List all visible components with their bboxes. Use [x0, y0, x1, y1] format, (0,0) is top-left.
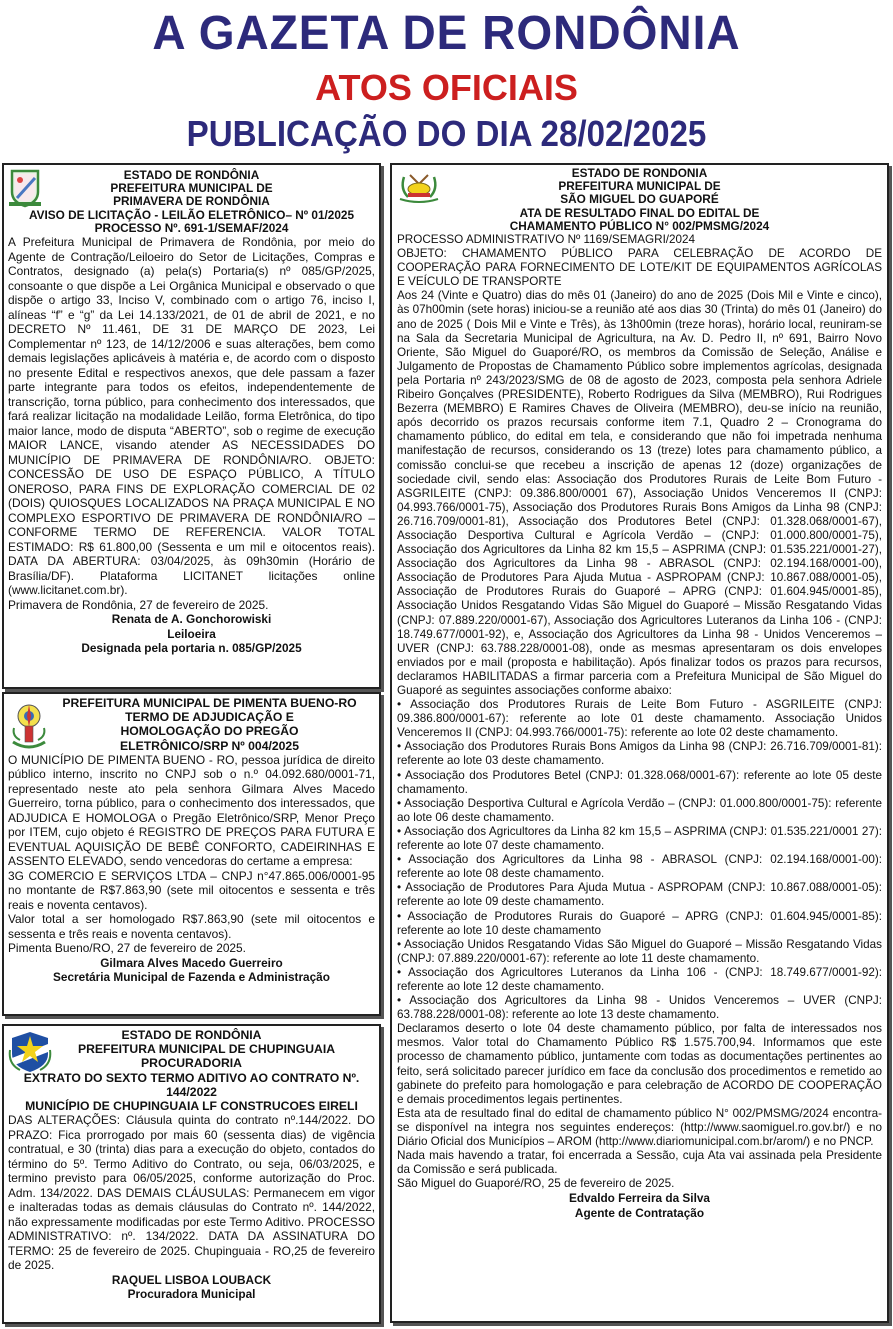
- header-line: ATA DE RESULTADO FINAL DO EDITAL DE: [519, 205, 760, 220]
- signer-name: Renata de A. Gonchorowiski: [111, 612, 272, 627]
- header-line: ESTADO DE RONDÔNIA: [123, 168, 260, 182]
- notice-body: [397, 233, 882, 1191]
- award-item: • Associação dos Agricultores da Linha 82 km 15,5 – ASPRIMA (CNPJ: 01.535.221/0001 27): referente ao lote 07 deste chamamento.: [397, 824, 882, 853]
- header-line: PROCESSO Nº. 691-1/SEMAF/2024: [94, 220, 289, 235]
- municipal-coat-of-arms-icon: [8, 1030, 52, 1074]
- header-line: PREFEITURA MUNICIPAL DE PIMENTA BUENO-RO: [62, 696, 357, 710]
- signature-block: [8, 956, 375, 985]
- header-line: EXTRATO DO SEXTO TERMO ADITIVO AO CONTRATO Nº. 144/2022: [23, 1070, 360, 1099]
- header-line: ELETRÔNICO/SRP Nº 004/2025: [120, 738, 299, 753]
- awards-list: [397, 698, 882, 1022]
- process-number: PROCESSO ADMINISTRATIVO Nº 1169/SEMAGRI/2024: [397, 233, 696, 247]
- header-line: HOMOLOGAÇÃO DO PREGÃO: [120, 724, 299, 739]
- notice-header: [8, 1028, 375, 1113]
- notice-body: [8, 235, 375, 612]
- award-item: • Associação dos Produtores Rurais Bons Amigos da Linha 98 (CNPJ: 26.716.709/0001-81): referente ao lote 03 deste chamamento.: [397, 740, 882, 768]
- municipal-coat-of-arms-icon: [398, 169, 440, 203]
- header-line: AVISO DE LICITAÇÃO - LEILÃO ELETRÔNICO– Nº 01/2025: [28, 207, 355, 222]
- newspaper-title: A GAZETA DE RONDÔNIA: [152, 4, 741, 60]
- section-title: ATOS OFICIAIS: [315, 67, 578, 108]
- award-item: • Associação dos Agricultores da Linha 98 - Unidos Venceremos – UVER (CNPJ: 63.788.228/0001-08): referente ao lote 13 deste chamamento.: [397, 994, 882, 1022]
- award-item: • Associação de Produtores Para Ajuda Mutua - ASPROPAM (CNPJ: 10.867.088/0001-05): referente ao lote 09 deste chamamento.: [397, 881, 882, 909]
- notice-header: [397, 167, 882, 233]
- body-text: A Prefeitura Municipal de Primavera de Rondônia, por meio do Agente de Contração/Leiloeiro do Setor de Licitações, Compras e Contratos, designado (a) pela(s) Portaria(s) nº 085/GP/2025, consoante o que dispõe a Lei Orgânica Municipal e observado o que dispõe o artigo 33, Inciso V, combinado com o artigo 76, inciso I, alíneas “f” e “g” da Lei 14.133/2021, de 01 de abril de 2021, e no DECRETO Nº 11.461, DE 31 DE MARÇO DE 2023, Lei Complementar nº 123, de 14/12/2006 e suas alterações, bem como demais legislações aplicáveis à matéria e, de acordo com o disposto no presente Edital e respectivos anexos, que dele passam a fazer parte integrante para todos os efeitos, independentemente de transcrição, torna público, para conhecimento dos interessados, que fará realizar licitação na modalidade Leilão, forma Eletrônica, do tipo maior lance, modo de disputa “ABERTO”, sob o regime de execução MAIOR LANCE, visando atender AS NECESSIDADES DO MUNICÍPIO DE PRIMAVERA DE RONDÔNIA/RO. OBJETO: CONCESSÃO DE USO DE ESPAÇO PÚBLICO, A TÍTULO ONEROSO, PARA FINS DE EXPLORAÇÃO COMERCIAL DE 02 (DOIS) QUIOSQUES LOCALIZADOS NA PRAÇA MUNICIPAL E NO COMPLEXO ESPORTIVO DE PRIMAVERA DE RONDÔNIA/RO – CONFORME TERMO DE REFERENCIA. VALOR TOTAL ESTIMADO: R$ 61.800,00 (Sessenta e um mil e oitocentos reais). DATA DA ABERTURA: 03/04/2025, às 09h30min (Horário de Brasília/DF). Plataforma LICITANET licitações online (www.licitanet.com.br).: [8, 235, 375, 598]
- header-line: PREFEITURA MUNICIPAL DE: [110, 181, 273, 196]
- award-item: • Associação de Produtores Rurais do Guaporé – APRG (CNPJ: 01.604.945/0001-85): referente ao lote 10 deste chamamento: [397, 909, 882, 937]
- total-text: Valor total a ser homologado R$7.863,90 (sete mil oitocentos e sessenta e três reais e noventa centavos).: [8, 912, 375, 941]
- notice-header: [8, 696, 375, 753]
- award-item: • Associação dos Agricultores da Linha 98 - ABRASOL (CNPJ: 02.194.168/0001-00): referente ao lote 08 deste chamamento.: [397, 853, 882, 881]
- body-text: Aos 24 (Vinte e Quatro) dias do mês 01 (Janeiro) do ano de 2025 (Dois Mil e Vinte e cinco), às 07h00min (sete horas) iniciou-se a reunião até aos dias 30 (Trinta) do mês 01 (Janeiro) do ano de 2025 ( Dois Mil e Vinte e Três), às 13h00min (treze horas), horário local, reuniram-se na Sala da Secretaria Municipal de Agricultura, na Av. D. Pedro II, nº 691, Bairro Novo Oriente, São Miguel do Guaporé/RO, os membros da Comissão de Seleção, Análise e Julgamento de Propostas de Chamamento Público sobre implementos agrícolas, designada pela Portaria nº 243/2023/SMG de 08 de agosto de 2023, composta pela senhora Adriele Ribeiro Gonçalves (PRESIDENTE), Roberto Rodrigues da Silva (MEMBRO), Rui Rodrigues Bezerra (MEMBRO) E Ramires Chaves de Oliveira (MEMBRO), deu-se início na reunião, após decorrido os prazos recursais conforme item 7.1, Quadro 2 – Cronograma do chamamento público, do edital em tela, e considerando que não foi impetrada nenhuma manifestação de recursos, considerando os 13 (treze) lotes para chamamento público, a comissão conclui-se que recebeu a inscrição de apenas 12 (doze) organizações de sociedade civil, sendo elas: Associação dos Produtores Rurais de Leite Bom Futuro - ASGRILEITE (CNPJ: 09.386.800/0001 67), Associação Unidos Venceremos II (CNPJ: 04.993.766/0001-75), Associação dos Produtores Rurais Bons Amigos da Linha 98 (CNPJ: 26.716.709/0001-81), Associação dos Produtores Betel (CNPJ: 01.328.068/0001-67), Associação Desportiva Cultural e Agrícola Verdão – (CNPJ: 01.000.800/0001-75), Associação dos Agricultores da Linha 82 km 15,5 – ASPRIMA (CNPJ: 01.535.221/0001-27), Associação dos Agricultores da Linha 98 - ABRASOL (CNPJ: 02.194.168/0001-00), Associação de Produtores Para Ajuda Mutua - ASPROPAM (CNPJ: 10.867.088/0001-05), Associação de Produtores Rurais do Guaporé – APRG (CNPJ: 01.604.945/0001-85), Associação Unidos Resgatando Vidas São Miguel do Guaporé – Missão Resgatando Vidas (CNPJ: 07.889.220/0001-67), Associação dos Agricultores Luteranos da Linha 106 - (CNPJ: 18.749.677/0001-92), e, Associação dos Agricultores da Linha 98 - Unidos Venceremos – UVER (CNPJ: 63.788.228/0001-08), onde as mesmas apresentaram os dois envelopes enviados por e mail (proposta e habilitação). Após finalizar todos os prazos para recursos, declaramos HABILITADAS a firmar parceria com a Prefeitura Municipal de São Miguel do Guaporé as seguintes associações conforme abaixo:: [397, 289, 882, 698]
- header-line: MUNICÍPIO DE CHUPINGUAIA LF CONSTRUCOES EIRELI: [25, 1099, 358, 1114]
- closing-text: Declaramos deserto o lote 04 deste chamamento público, por falta de interessados nos mesmos. Valor total do Chamamento Público R$ 1.575.700,94. Informamos que este processo de chamamento público, juntamente com todas as documentações pertinentes ao feito, será solicitado parecer jurídico em face da conclusão dos procedimentos e remetido ao gabinete do prefeito para homologação e para celebração de ACORDO DE COOPERAÇÃO e demais procedimentos legais pertinentes.: [397, 1022, 882, 1106]
- signer-name: RAQUEL LISBOA LOUBACK: [111, 1272, 272, 1287]
- award-item: • Associação Unidos Resgatando Vidas São Miguel do Guaporé – Missão Resgatando Vidas (CNPJ: 07.889.220/0001-67): referente ao lote 11 deste chamamento.: [397, 937, 882, 965]
- signer-role: Agente de Contratação: [574, 1205, 705, 1220]
- award-item: • Associação Desportiva Cultural e Agrícola Verdão – (CNPJ: 01.000.800/0001-75): referente ao lote 06 deste chamamento.: [397, 796, 882, 824]
- place-date: Pimenta Bueno/RO, 27 de fevereiro de 2025.: [8, 941, 246, 956]
- signer-role: Leiloeira: [167, 626, 216, 641]
- winner-text: 3G COMERCIO E SERVIÇOS LTDA – CNPJ n°47.865.006/0001-95 no montante de R$7.863,90 (sete mil oitocentos e sessenta e três reais e noventa centavos).: [8, 868, 375, 912]
- object-text: OBJETO: CHAMAMENTO PÚBLICO PARA CELEBRAÇÃO DE ACORDO DE COOPERAÇÃO PARA FORNECIMENTO DE LOTE/KIT DE EQUIPAMENTOS AGRÍCOLAS E VEÍCULO DE TRANSPORTE: [397, 247, 882, 289]
- body-text: O MUNICÍPIO DE PIMENTA BUENO - RO, pessoa jurídica de direito público interno, inscrito no CNPJ sob o n.º 04.092.680/0001-71, representado neste ato pela senhora Gilmara Alves Macedo Guerreiro, torna público, para o conhecimento dos interessados, que ADJUDICA E HOMOLOGA o Pregão Eletrônico/SRP, Menor Preço por ITEM, cujo objeto é REGISTRO DE PREÇOS PARA FUTURA E EVENTUAL AQUISIÇÃO DE BEBÊ CONFORTO, CADEIRINHAS E ASSENTO ELEVADO, sendo vencedoras do certame a empresa:: [8, 752, 375, 869]
- signer-role: Procuradora Municipal: [127, 1287, 256, 1302]
- notice-header: [8, 169, 375, 235]
- signer-name: Edvaldo Ferreira da Silva: [569, 1191, 710, 1206]
- notice-sao-miguel: [390, 163, 889, 1323]
- publication-date: PUBLICAÇÃO DO DIA 28/02/2025: [186, 113, 707, 154]
- award-item: • Associação dos Produtores Rurais de Leite Bom Futuro - ASGRILEITE (CNPJ: 09.386.800/0001-67): referente ao lote 01 deste chamamento. Associação Unidos Venceremos II (CNPJ: 04.993.766/0001-75): referente ao lote 02 deste chamamento.: [397, 698, 882, 740]
- place-date: São Miguel do Guaporé/RO, 25 de fevereiro de 2025.: [397, 1177, 675, 1191]
- award-item: • Associação dos Produtores Betel (CNPJ: 01.328.068/0001-67): referente ao lote 05 deste chamamento.: [397, 768, 882, 796]
- header-line: ESTADO DE RONDONIA: [571, 166, 708, 180]
- signature-block: [8, 612, 375, 656]
- notice-body: [8, 753, 375, 956]
- end-text: Nada mais havendo a tratar, foi encerrada a Sessão, cuja Ata vai assinada pela Presidente da Comissão e será publicada.: [397, 1149, 882, 1177]
- award-item: • Associação dos Agricultores Luteranos da Linha 106 - (CNPJ: 18.749.677/0001-92): referente ao lote 12 deste chamamento.: [397, 965, 882, 993]
- place-date: Primavera de Rondônia, 27 de fevereiro de 2025.: [8, 597, 269, 612]
- header-line: PREFEITURA MUNICIPAL DE CHUPINGUAIA: [77, 1042, 336, 1057]
- signer-name: Gilmara Alves Macedo Guerreiro: [100, 955, 283, 970]
- notice-chupinguaia: [2, 1024, 381, 1324]
- signature-block: [397, 1191, 882, 1220]
- header-line: SÃO MIGUEL DO GUAPORÉ: [560, 192, 719, 207]
- header-line: ESTADO DE RONDÔNIA: [121, 1028, 262, 1042]
- notice-body: [8, 1113, 375, 1273]
- availability-text: Esta ata de resultado final do edital de chamamento público N° 002/PMSMG/2024 encontra-se disponível na integra nos seguintes endereços: (http://www.saomiguel.ro.gov.br/) e no Diário Oficial dos Municípios – AROM (http://www.diariomunicipal.com.br/arom/) e no PNCP.: [397, 1106, 882, 1149]
- body-text: DAS ALTERAÇÕES: Cláusula quinta do contrato nº.144/2022. DO PRAZO: Fica prorrogado por mais 60 (sessenta dias) de vigência contratual, e 30 (trinta) dias para a execução do objeto, contados do término do 5º. Termo Aditivo do Contrato, ou seja, 06/03/2025, e termino previsto para 06/05/2025, conforme autorização do Proc. Adm. 134/2022. DAS DEMAIS CLÁUSULAS: Permanecem em vigor e inalteradas todas as demais cláusulas do Contrato nº. 144/2022, não expressamente modificadas por este Termo Aditivo. PROCESSO ADMINISTRATIVO: nº. 134/2022. DATA DA ASSINATURA DO TERMO: 25 de fevereiro de 2025. Chupinguaia - RO,25 de fevereiro de 2025.: [8, 1113, 375, 1273]
- signer-role: Secretária Municipal de Fazenda e Administração: [53, 970, 330, 985]
- signer-designation: Designada pela portaria n. 085/GP/2025: [81, 641, 302, 656]
- signature-block: [8, 1273, 375, 1302]
- municipal-coat-of-arms-icon: [10, 702, 48, 752]
- header-line: TERMO DE ADJUDICAÇÃO E: [125, 710, 294, 725]
- municipal-coat-of-arms-icon: [8, 168, 42, 208]
- notice-primavera: [2, 163, 381, 689]
- header-line: PREFEITURA MUNICIPAL DE: [558, 179, 721, 194]
- header-line: PROCURADORIA: [141, 1056, 242, 1071]
- notice-pimenta-bueno: [2, 692, 381, 1016]
- header-line: PRIMAVERA DE RONDÔNIA: [113, 194, 270, 209]
- header-line: CHAMAMENTO PÚBLICO N° 002/PMSMG/2024: [509, 218, 770, 233]
